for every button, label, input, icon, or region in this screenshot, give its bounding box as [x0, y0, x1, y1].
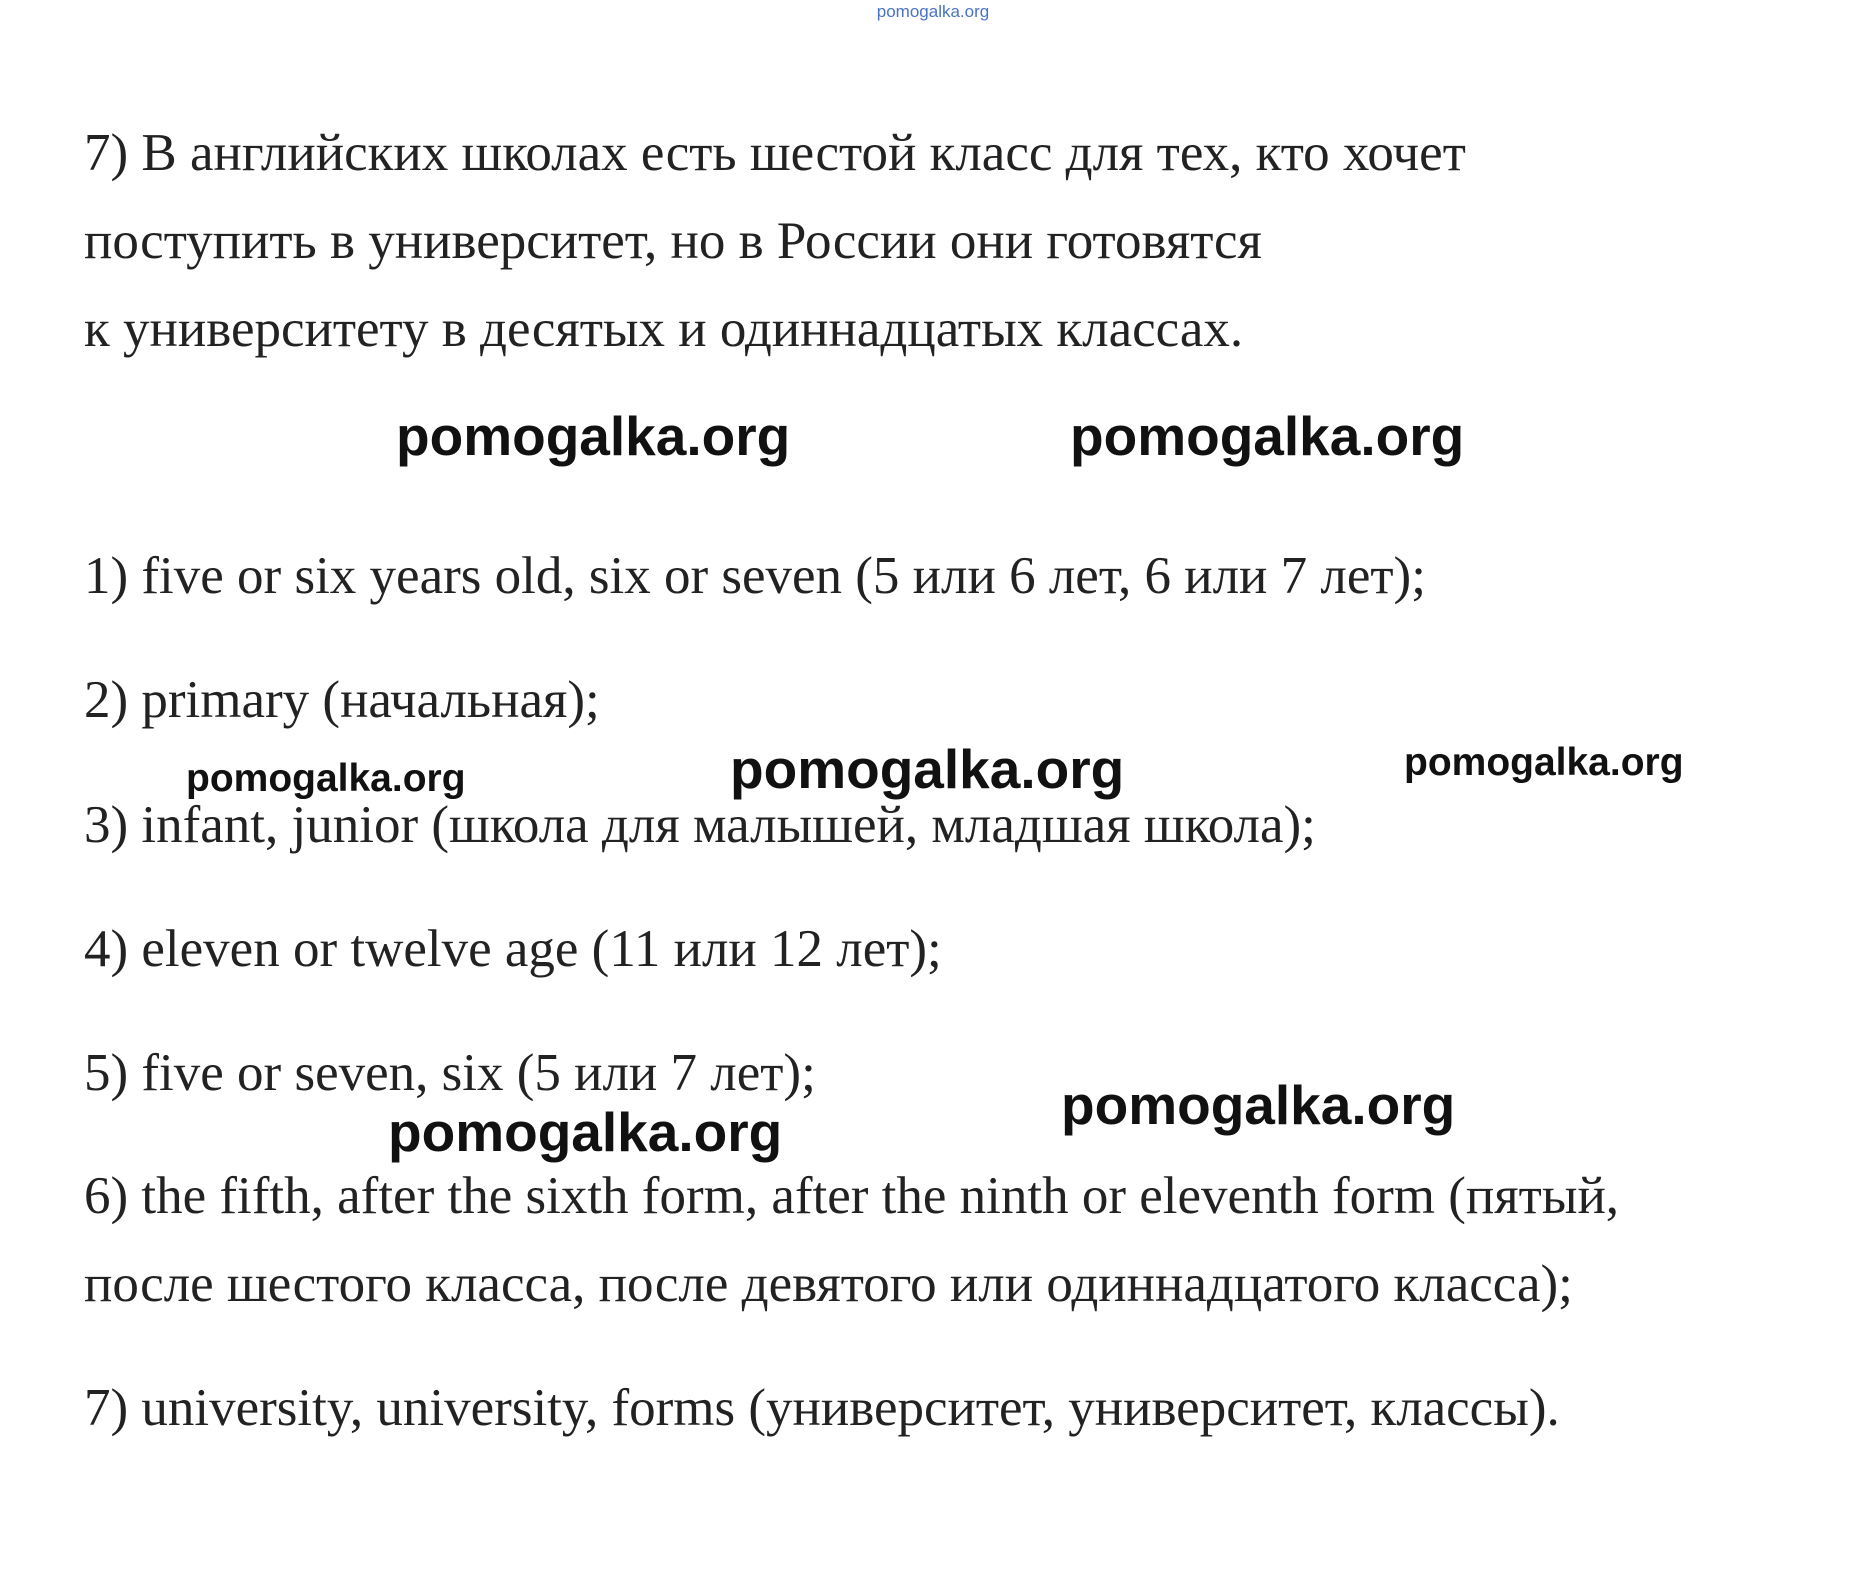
- watermark-3: pomogalka.org: [186, 757, 466, 800]
- answer-line-2: 2) primary (начальная);: [84, 671, 600, 729]
- watermark-1: pomogalka.org: [396, 405, 791, 467]
- answer-line-5: 5) five or seven, six (5 или 7 лет);: [84, 1044, 816, 1102]
- watermark-6: pomogalka.org: [1061, 1074, 1456, 1136]
- watermark-7: pomogalka.org: [388, 1101, 783, 1163]
- answer-line-3: 3) infant, junior (школа для малышей, младшая школа);: [84, 796, 1316, 854]
- answer-line-6-continued: после шестого класса, после девятого или одиннадцатого класса);: [84, 1255, 1573, 1313]
- answer-line-4: 4) eleven or twelve age (11 или 12 лет);: [84, 920, 942, 978]
- russian-answer-line-2: поступить в университет, но в России они готовятся: [84, 212, 1262, 270]
- answer-line-1: 1) five or six years old, six or seven (5 или 6 лет, 6 или 7 лет);: [84, 547, 1426, 605]
- top-site-watermark: pomogalka.org: [876, 2, 990, 21]
- russian-answer-line-1: 7) В английских школах есть шестой класс для тех, кто хочет: [84, 124, 1466, 182]
- russian-answer-line-3: к университету в десятых и одиннадцатых классах.: [84, 300, 1244, 358]
- watermark-5: pomogalka.org: [1404, 741, 1684, 784]
- watermark-2: pomogalka.org: [1070, 405, 1465, 467]
- watermark-4: pomogalka.org: [730, 738, 1125, 800]
- answer-line-7: 7) university, university, forms (университет, университет, классы).: [84, 1379, 1560, 1437]
- answer-line-6: 6) the fifth, after the sixth form, after the ninth or eleventh form (пятый,: [84, 1167, 1620, 1225]
